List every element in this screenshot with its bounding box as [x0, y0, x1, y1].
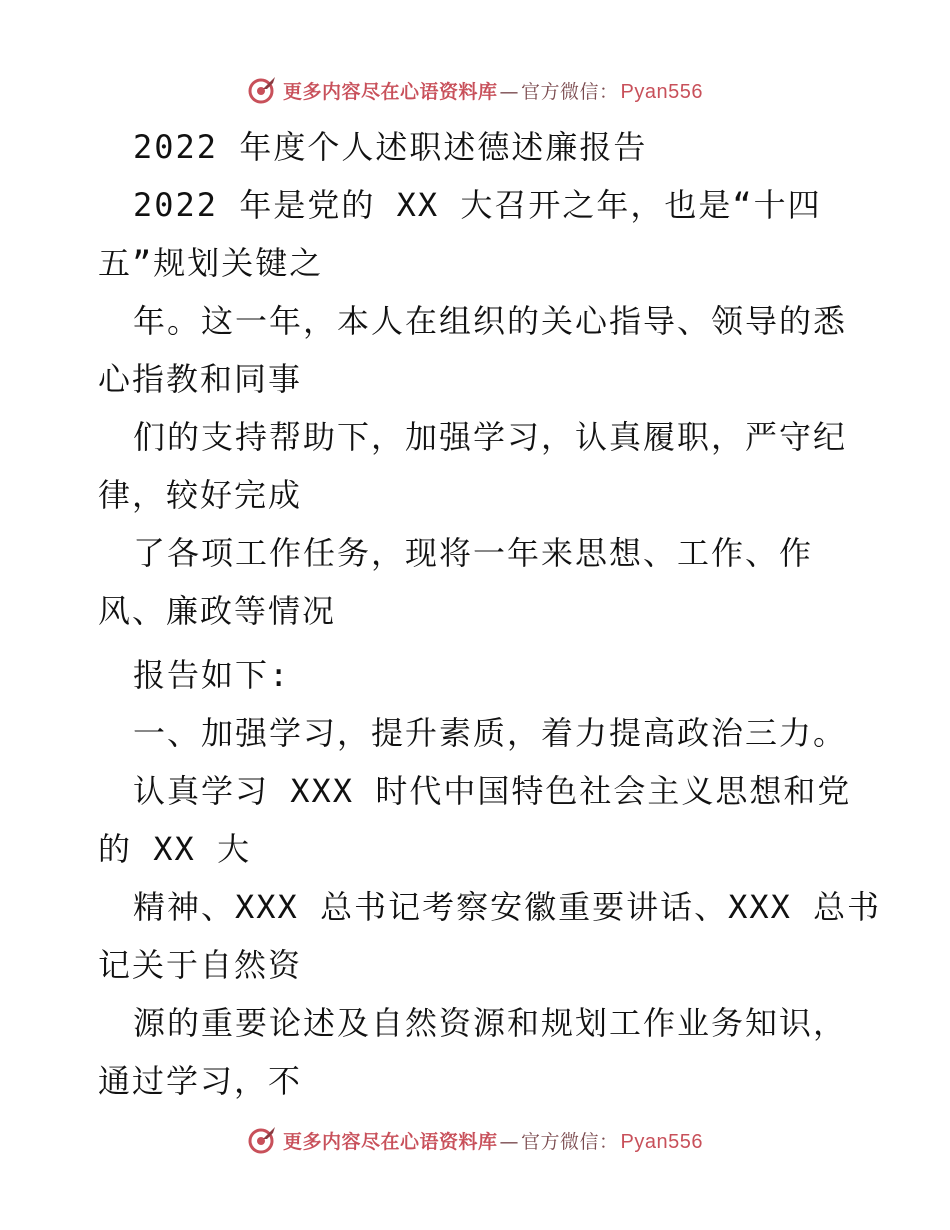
paragraph-line: 了各项工作任务，现将一年来思想、工作、作 — [133, 534, 814, 572]
paragraph-line: 通过学习，不 — [98, 1062, 303, 1100]
paragraph-line: 2022 年是党的 XX 大召开之年，也是“十四 — [133, 186, 822, 224]
watermark-label: 官方微信： — [521, 1130, 619, 1153]
paragraph-line: 认真学习 XXX 时代中国特色社会主义思想和党 — [133, 772, 852, 810]
paragraph-line: 报告如下: — [133, 656, 291, 694]
paragraph-line: 年。这一年，本人在组织的关心指导、领导的悉 — [133, 302, 848, 340]
footer-watermark — [0, 1120, 950, 1160]
paragraph-line: 五”规划关键之 — [98, 244, 324, 282]
paragraph-line: 律，较好完成 — [98, 476, 303, 514]
paragraph-line: 记关于自然资 — [98, 946, 303, 984]
document-title: 2022 年度个人述职述德述廉报告 — [133, 128, 648, 166]
section-heading: 一、加强学习，提升素质，着力提高政治三力。 — [133, 714, 848, 752]
paragraph-line: 源的重要论述及自然资源和规划工作业务知识， — [133, 1004, 848, 1042]
watermark-dash: — — [499, 80, 520, 103]
paragraph-line: 的 XX 大 — [98, 830, 252, 868]
watermark-site-text: 更多内容尽在心语资料库 — [283, 80, 498, 103]
paragraph-line: 风、廉政等情况 — [98, 592, 337, 630]
watermark-dash: — — [499, 1130, 520, 1153]
paragraph-line: 精神、XXX 总书记考察安徽重要讲话、XXX 总书 — [133, 888, 882, 926]
paragraph-line: 心指教和同事 — [98, 360, 303, 398]
paragraph-line: 们的支持帮助下，加强学习，认真履职，严守纪 — [133, 418, 848, 456]
quill-logo-icon — [247, 1125, 277, 1155]
watermark-label: 官方微信： — [521, 80, 619, 103]
watermark-wechat-id: Pyan556 — [620, 1130, 703, 1153]
watermark-site-text: 更多内容尽在心语资料库 — [283, 1130, 498, 1153]
watermark-wechat-id: Pyan556 — [620, 80, 703, 103]
